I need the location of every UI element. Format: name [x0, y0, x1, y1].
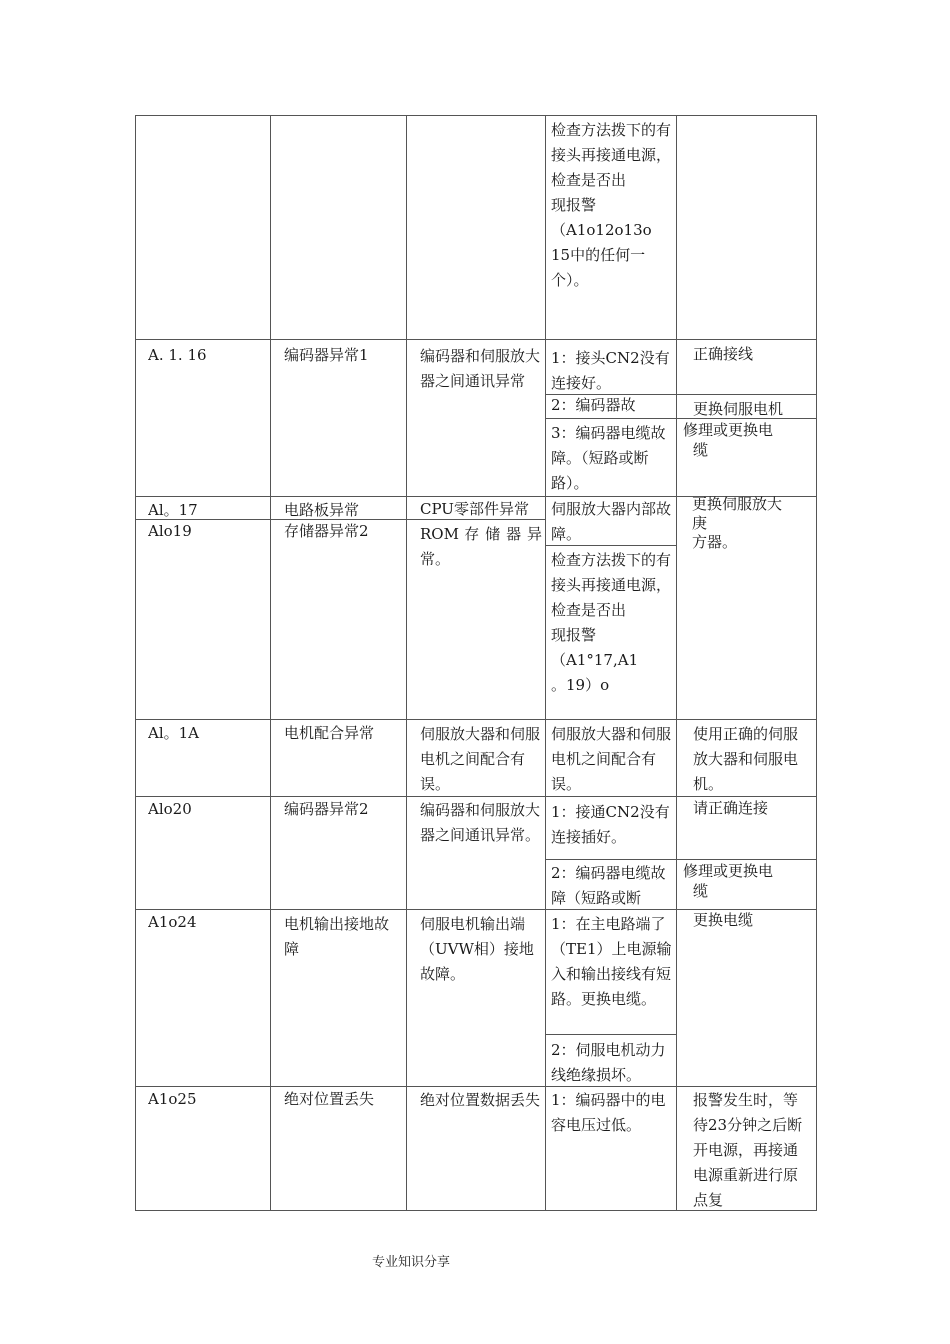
alarm-content: CPU零部件异常	[420, 500, 529, 518]
alarm-name: 电路板异常	[284, 501, 360, 519]
alarm-name: 存储器异常2	[284, 522, 369, 540]
alarm-cause: 伺服放大器和伺服电机之间配合有误。	[551, 725, 672, 793]
grid-line-h	[135, 719, 817, 720]
alarm-fix: 修理或更换电 缆	[683, 862, 774, 900]
alarm-cause: 1：在主电路端了（TE1）上电源输入和输出接线有短路。更换电缆。	[551, 915, 672, 1008]
grid-line-v	[406, 115, 407, 1211]
grid-line-h	[545, 859, 817, 860]
alarm-name: 编码器异常1	[284, 346, 369, 364]
alarm-code: Alo20	[148, 800, 192, 818]
alarm-name: 电机配合异常	[284, 724, 375, 742]
alarm-fix: 请正确连接	[693, 799, 769, 817]
page-footer: 专业知识分享	[372, 1255, 451, 1270]
alarm-fix: 使用正确的伺服放大器和伺服电机。	[693, 725, 799, 793]
grid-line-h	[135, 115, 817, 116]
grid-line-v	[135, 115, 136, 1211]
alarm-content: ROM 存 储 器 异 常。	[420, 525, 542, 568]
alarm-content: 伺服电机输出端（UVW相）接地故障。	[420, 915, 534, 983]
alarm-cause: 2：编码器电缆故障（短路或断	[551, 864, 666, 907]
alarm-name: 编码器异常2	[284, 800, 369, 818]
cont-check-method: 检查方法拨下的有接头再接通电源，检查是否出 现报警 （A1o12o13o 15中的任何一 个）。	[551, 121, 672, 289]
grid-line-h	[135, 339, 817, 340]
alarm-fix: 更换电缆	[693, 911, 754, 929]
alarm-name: 电机输出接地故障	[284, 915, 390, 958]
alarm-fix: 更换伺服电机	[693, 400, 784, 418]
alarm-cause: 检查方法拨下的有接头再接通电源，检查是否出 现报警 （A1°17,A1 。19）o	[551, 551, 672, 694]
alarm-code: Al。1A	[148, 724, 200, 742]
alarm-content: 编码器和伺服放大器之间通讯异常。	[420, 801, 541, 844]
alarm-fix: 修理或更换电 缆	[683, 421, 774, 459]
grid-line-h	[545, 545, 676, 546]
grid-line-v	[816, 115, 817, 1211]
alarm-name: 绝对位置丢失	[284, 1090, 375, 1108]
alarm-code: Al。17	[148, 501, 198, 519]
alarm-cause: 3：编码器电缆故障。（短路或断路）。	[551, 424, 666, 492]
alarm-code: Alo19	[148, 522, 192, 540]
alarm-cause: 1：编码器中的电容电压过低。	[551, 1091, 666, 1134]
alarm-code: A. 1. 16	[148, 346, 207, 364]
grid-line-v	[270, 115, 271, 1211]
alarm-cause: 2：伺服电机动力线绝缘损坏。	[551, 1041, 666, 1084]
alarm-code: A1o25	[148, 1090, 197, 1108]
grid-line-h	[135, 1210, 817, 1211]
alarm-cause: 2：编码器故	[551, 396, 636, 414]
alarm-fix: 更换伺服放大 庚 方器。	[692, 495, 783, 551]
alarm-cause: 1：接通CN2没有连接插好。	[551, 803, 670, 846]
alarm-cause: 1：接头CN2没有连接好。	[551, 349, 670, 392]
alarm-content: 绝对位置数据丢失	[420, 1091, 541, 1109]
alarm-fix: 报警发生时，等待23分钟之后断开电源，再接通电源重新进行原点复	[693, 1091, 803, 1209]
grid-line-v	[676, 115, 677, 1211]
grid-line-h	[545, 1034, 676, 1035]
alarm-content: 编码器和伺服放大器之间通讯异常	[420, 347, 541, 390]
alarm-cause: 伺服放大器内部故障。	[551, 500, 672, 543]
grid-line-v	[545, 115, 546, 1211]
alarm-content: 伺服放大器和伺服电机之间配合有误。	[420, 725, 541, 793]
alarm-fix: 正确接线	[693, 345, 754, 363]
alarm-code: A1o24	[148, 913, 197, 931]
